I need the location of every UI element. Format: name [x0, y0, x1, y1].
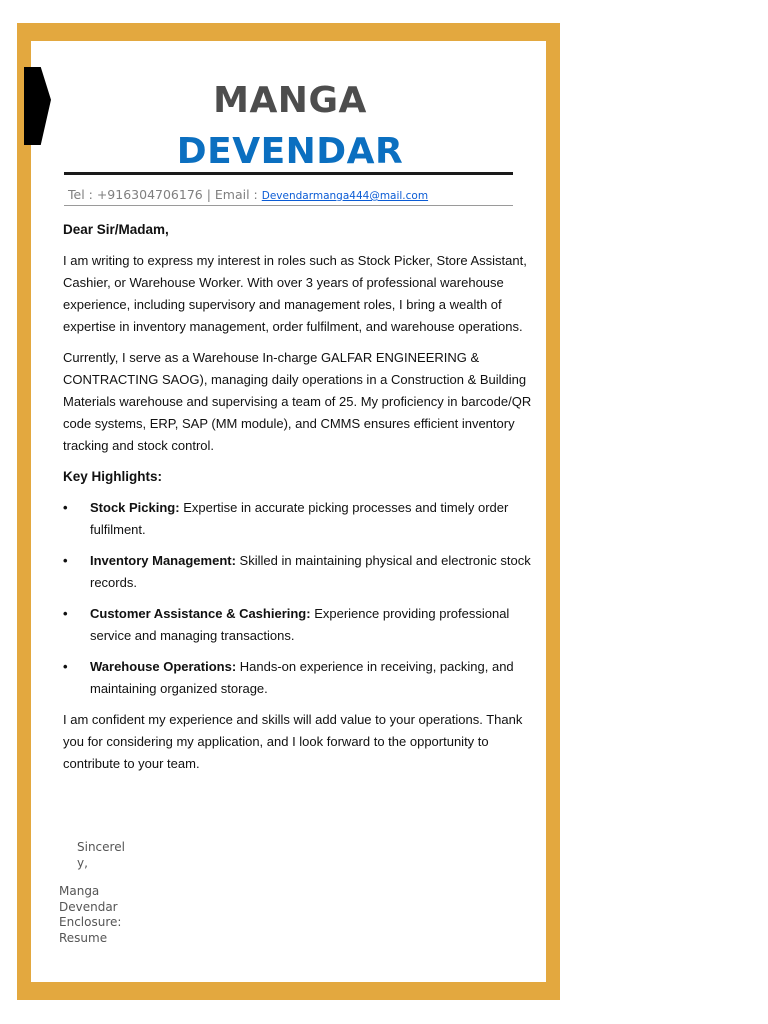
current-role-paragraph: Currently, I serve as a Warehouse In-charge GALFAR ENGINEERING & CONTRACTING SAOG), managing daily operations in a Construction & Building Materials warehouse and supervising a team of 25. My proficiency in barcode/QR code systems, ERP, SAP (MM module), and CMMS ensures efficient inventory tracking and stock control.	[63, 350, 532, 453]
highlight-text: Hands-on experience in receiving, packing, and maintaining organized storage.	[90, 659, 514, 696]
signoff-name: Manga Devendar	[59, 884, 118, 914]
highlight-term: Customer Assistance & Cashiering:	[90, 606, 311, 621]
salutation: Dear Sir/Madam,	[63, 222, 169, 237]
bullet-icon: •	[63, 659, 68, 674]
contact-phone-label: Tel : +916304706176 | Email :	[68, 187, 262, 202]
list-item	[63, 656, 537, 700]
highlight-term: Inventory Management:	[90, 553, 236, 568]
applicant-last-name: DEVENDAR	[176, 131, 404, 172]
bullet-icon: •	[63, 500, 68, 515]
intro-paragraph: I am writing to express my interest in roles such as Stock Picker, Store Assistant, Cashier, or Warehouse Worker. With over 3 years of professional warehouse experience, including supervisory and management roles, I bring a wealth of expertise in inventory management, order fulfilment, and warehouse operations.	[63, 253, 527, 334]
signature-block	[59, 884, 129, 946]
list-item	[63, 497, 537, 541]
bullet-icon: •	[63, 553, 68, 568]
contact-line	[68, 187, 428, 202]
sincerely-text: Sincerely,	[77, 840, 125, 870]
highlights-list	[63, 497, 537, 700]
highlight-term: Warehouse Operations:	[90, 659, 237, 674]
highlight-text: Skilled in maintaining physical and electronic stock records.	[90, 553, 531, 590]
letter-body	[63, 219, 537, 784]
header-divider	[64, 172, 513, 175]
applicant-first-name: MANGA	[213, 80, 367, 121]
contact-divider	[64, 205, 513, 206]
highlights-heading: Key Highlights:	[63, 469, 163, 484]
highlight-text: Expertise in accurate picking processes and timely order fulfilment.	[90, 500, 509, 537]
enclosure-note: Enclosure: Resume	[59, 915, 122, 945]
bullet-icon: •	[63, 606, 68, 621]
highlight-term: Stock Picking:	[90, 500, 180, 515]
list-item	[63, 603, 537, 647]
list-item	[63, 550, 537, 594]
highlight-text: Experience providing professional service and managing transactions.	[90, 606, 510, 643]
closing-paragraph: I am confident my experience and skills will add value to your operations. Thank you for considering my application, and I look forward to the opportunity to contribute to your team.	[63, 712, 523, 771]
email-link[interactable]: Devendarmanga444@mail.com	[261, 190, 429, 202]
